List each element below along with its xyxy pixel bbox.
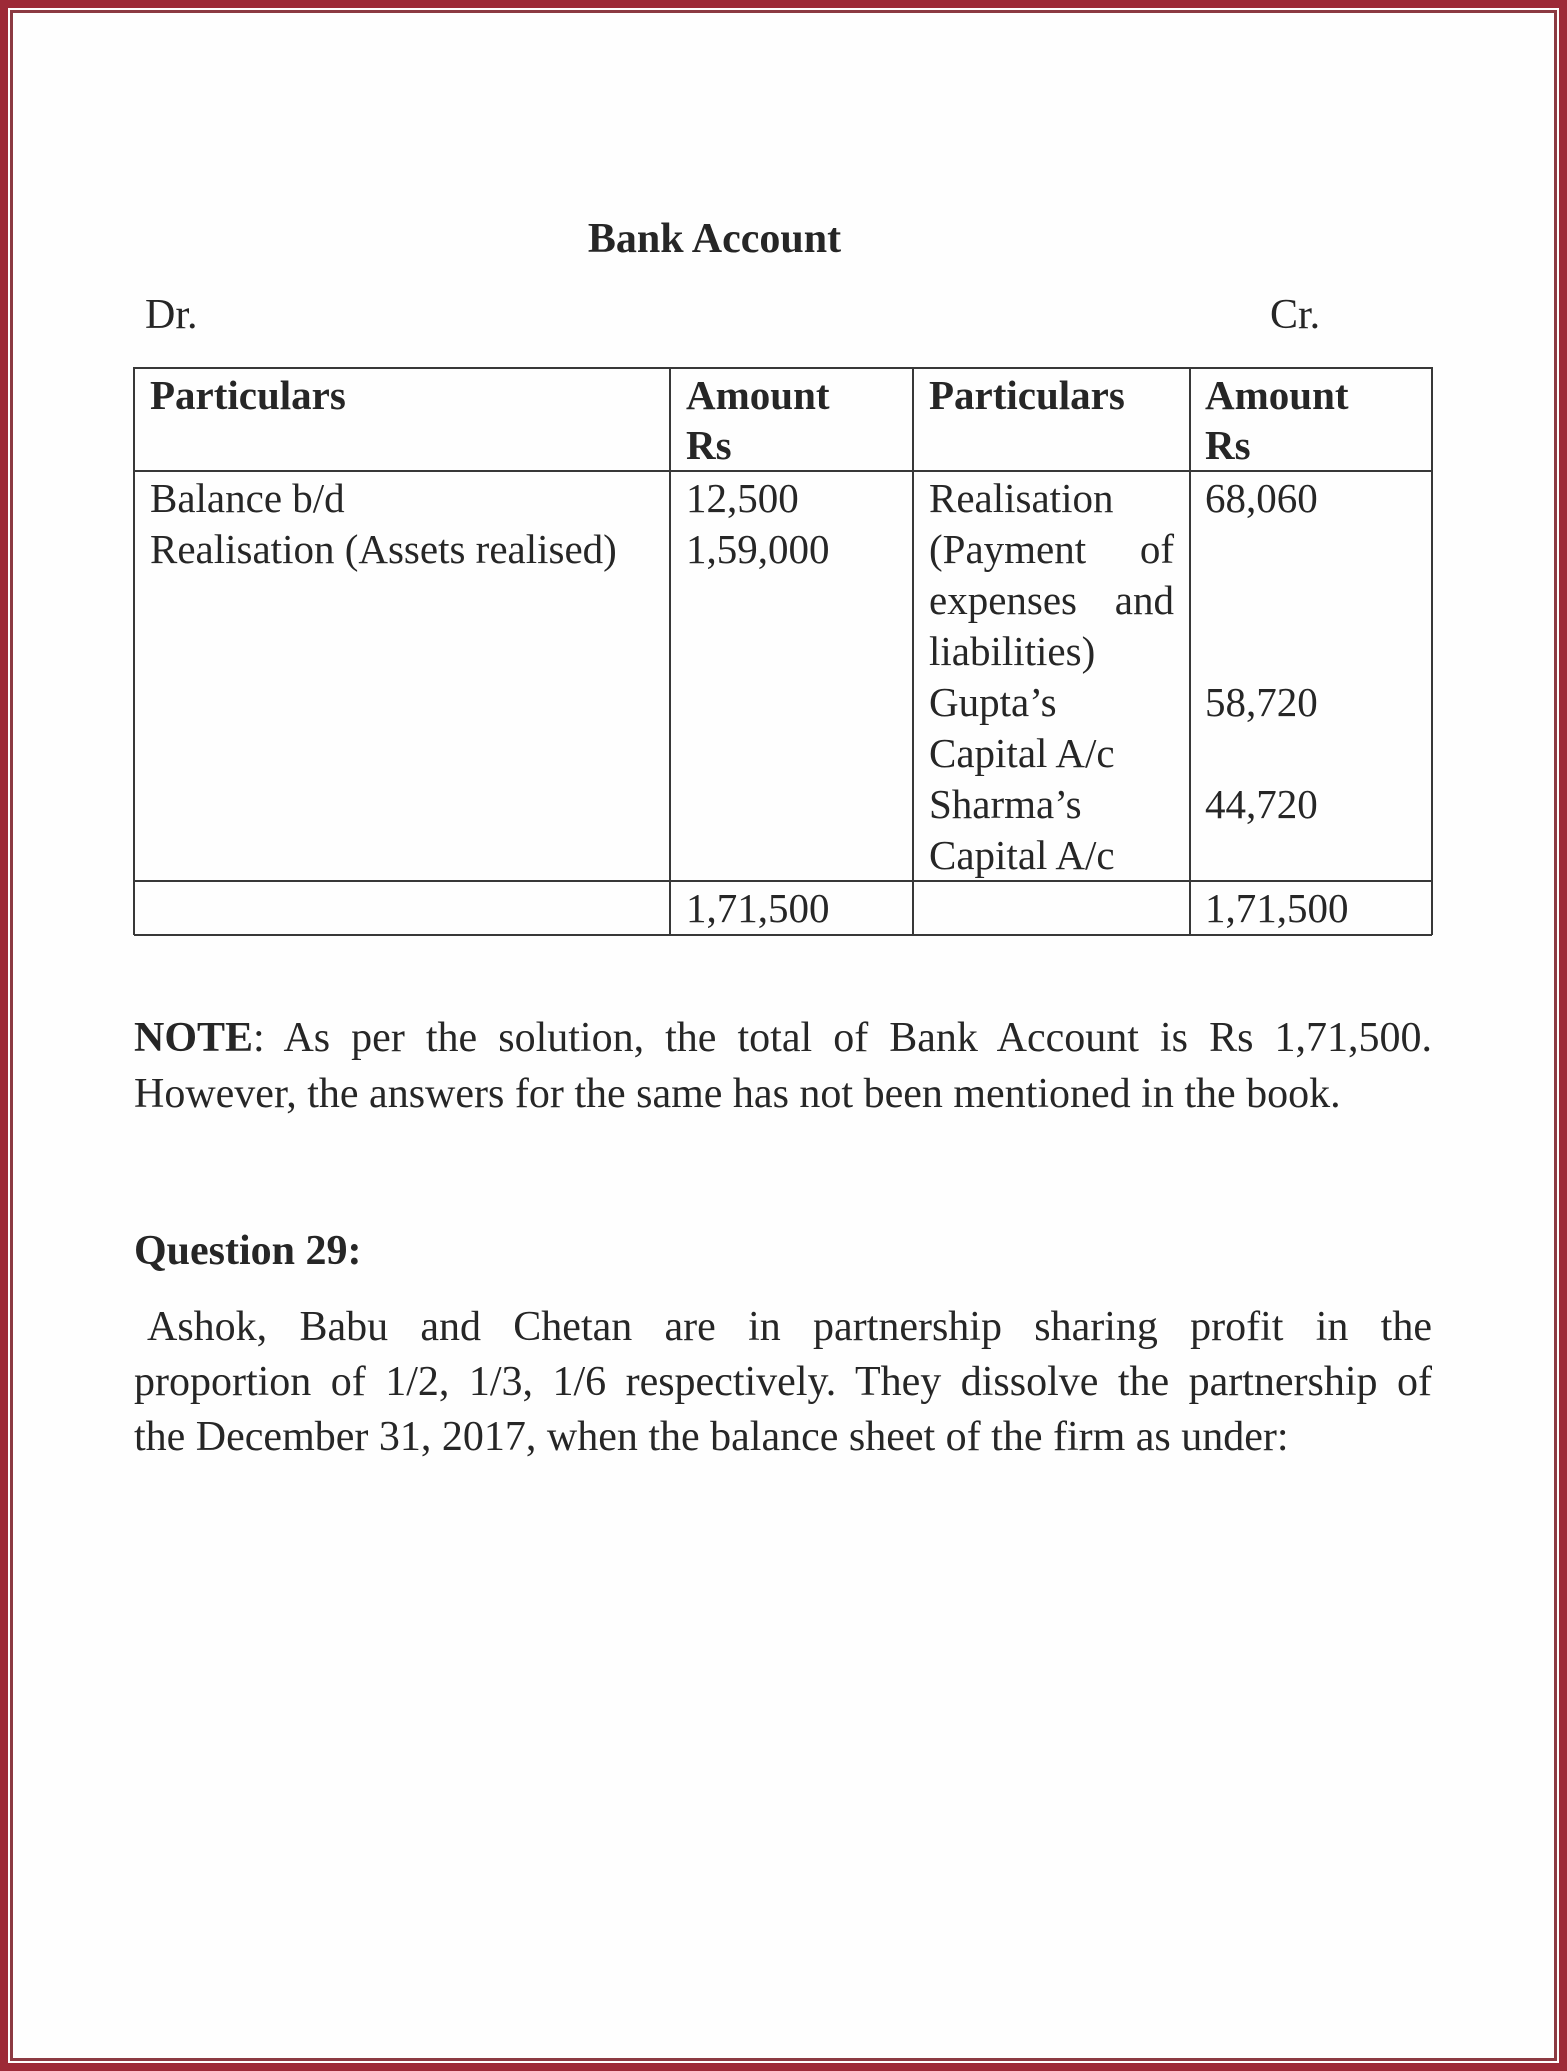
debit-label: Dr.: [145, 292, 198, 338]
note-label: NOTE: [134, 1015, 254, 1061]
credit-amount-gupta-block: [1205, 677, 1318, 779]
table-divider-3: [1189, 367, 1191, 935]
credit-particulars-column: [929, 473, 1174, 881]
debit-entry-amount: 12,500: [686, 475, 799, 521]
credit-entry-line: liabilities): [929, 628, 1096, 674]
table-header-separator: [134, 470, 1432, 472]
header-cr-particulars: Particulars: [929, 372, 1125, 418]
header-dr-amount: [686, 370, 830, 470]
credit-entry-amount: 58,720: [1205, 679, 1318, 725]
account-title: [0, 214, 1567, 264]
question-line-3: the December 31, 2017, when the balance sheet of the firm as under:: [134, 1414, 1289, 1460]
table-border-right: [1431, 367, 1433, 935]
credit-entry-gupta-capital: [929, 677, 1174, 779]
table-border-left: [133, 367, 135, 935]
credit-label: Cr.: [1270, 292, 1321, 338]
header-dr-particulars: Particulars: [150, 372, 346, 418]
debit-total: 1,71,500: [686, 885, 830, 931]
account-title-text: Bank Account: [587, 216, 842, 262]
question-paragraph: [134, 1300, 1432, 1465]
credit-entry-line: (Payment of: [929, 526, 1174, 572]
debit-entry-amount: 1,59,000: [686, 526, 830, 572]
debit-entry-particulars: Realisation (Assets realised): [150, 526, 617, 572]
credit-entry-line: expenses and: [929, 577, 1174, 623]
header-dr-amount-line1: Amount: [686, 372, 830, 418]
credit-amount-realisation-block: [1205, 473, 1318, 677]
credit-entry-amount: 68,060: [1205, 475, 1318, 521]
table-divider-1: [669, 367, 671, 935]
credit-entry-line: Capital A/c: [929, 832, 1115, 878]
credit-entry-realisation: [929, 473, 1174, 677]
question-line-2: proportion of 1/2, 1/3, 1/6 respectively. They dissolve the partnership of: [134, 1359, 1432, 1405]
credit-entry-amount: 44,720: [1205, 781, 1318, 827]
credit-total: 1,71,500: [1205, 885, 1349, 931]
credit-entry-sharma-capital: [929, 779, 1174, 881]
credit-entry-line: Gupta’s: [929, 679, 1057, 725]
credit-entry-line: Capital A/c: [929, 730, 1115, 776]
credit-amount-column: [1205, 473, 1318, 881]
credit-entry-line: Sharma’s: [929, 781, 1082, 827]
header-cr-amount-line1: Amount: [1205, 372, 1349, 418]
header-cr-amount-line2: Rs: [1205, 422, 1251, 468]
table-border-bottom: [134, 934, 1432, 936]
note-line-1: [134, 1010, 1432, 1066]
debit-particulars-column: [150, 473, 617, 575]
table-divider-2: [912, 367, 914, 935]
credit-entry-line: Realisation: [929, 475, 1114, 521]
table-border-top: [134, 367, 1432, 369]
debit-amount-column: [686, 473, 830, 575]
header-cr-amount: [1205, 370, 1349, 470]
header-dr-amount-line2: Rs: [686, 422, 732, 468]
question-heading: Question 29:: [134, 1228, 362, 1274]
credit-amount-sharma-block: [1205, 779, 1318, 881]
note-line-2: However, the answers for the same has not been mentioned in the book.: [134, 1071, 1341, 1117]
question-line-1: Ashok, Babu and Chetan are in partnership sharing profit in the: [147, 1304, 1432, 1350]
note-paragraph: [134, 1010, 1432, 1122]
note-line-1-text: : As per the solution, the total of Bank Account is Rs 1,71,500.: [253, 1015, 1432, 1061]
debit-entry-particulars: Balance b/d: [150, 475, 345, 521]
